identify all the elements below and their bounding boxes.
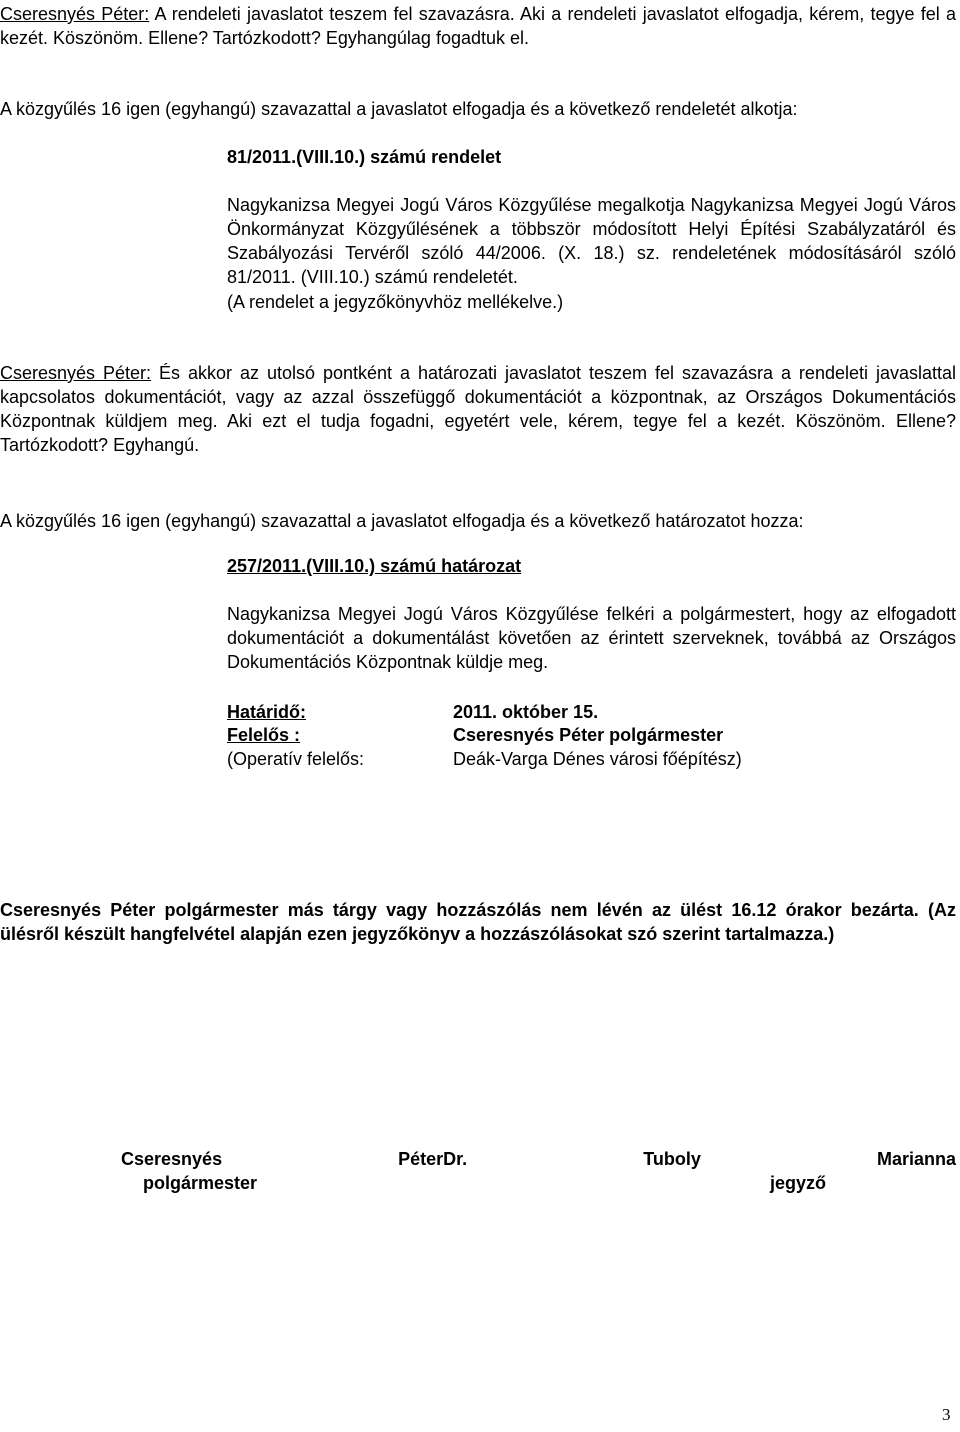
responsible-label: Felelős : — [227, 725, 301, 745]
resolution-title: 257/2011.(VIII.10.) számú határozat — [227, 556, 522, 576]
signature-title-mayor: polgármester — [143, 1173, 258, 1193]
resolution-body-text: Nagykanizsa Megyei Jogú Város Közgyűlése felkéri a polgármestert, hogy az elfogadott dokumentációt a dokumentálást követően az érintett szerveknek, továbbá az Országos Dokumentációs Központnak küldje meg. — [227, 604, 956, 672]
decree-body-text: Nagykanizsa Megyei Jogú Város Közgyűlése megalkotja Nagykanizsa Megyei Jogú Város Önkormányzat Közgyűlésének a többször módosított Helyi Építési Szabályzatáról és Szabályozási Tervéről szóló 44/2006. (X. 18.) sz. rendeletének módosításáról szóló 81/2011. (VIII.10.) számú rendeletét. — [227, 195, 956, 287]
speech-paragraph-2 — [0, 361, 956, 457]
speech-text: És akkor az utolsó pontként a határozati javaslatot teszem fel szavazásra a rendeleti javaslattal kapcsolatos dokumentációt, vagy az azzal összefüggő dokumentációt a központnak, az Országos Dokumentációs Központnak küldjem meg. Aki ezt el tudja fogadni, egyetért vele, kérem, tegye fel a kezét. Köszönöm. Ellene? Tartózkodott? Egyhangú. — [0, 363, 956, 455]
vote-statement-2 — [0, 509, 960, 533]
decree-title: 81/2011.(VIII.10.) számú rendelet — [227, 147, 502, 167]
resolution-body — [227, 602, 956, 674]
speaker-name: Cseresnyés Péter: — [0, 4, 150, 24]
signature-name-right: Marianna — [876, 1149, 956, 1169]
decree-body — [227, 193, 956, 289]
deadline-label: Határidő: — [227, 702, 307, 722]
vote-text: A közgyűlés 16 igen (egyhangú) szavazattal a javaslatot elfogadja és a következő rendeletét alkotja: — [0, 99, 798, 119]
closing-text: Cseresnyés Péter polgármester más tárgy vagy hozzászólás nem lévén az ülést 16.12 órakor bezárta. (Az ülésről készült hangfelvétel alapján ezen jegyzőkönyv a hozzászólásokat szó szerint tartalmazza.) — [0, 900, 956, 944]
signature-title-notary: jegyző — [770, 1173, 827, 1193]
page-number: 3 — [942, 1405, 951, 1424]
signature-line-1 — [121, 1147, 956, 1171]
vote-statement-1 — [0, 97, 960, 121]
decree-note: (A rendelet a jegyzőkönyvhöz mellékelve.) — [227, 292, 564, 312]
responsible-value: Cseresnyés Péter polgármester — [453, 725, 724, 745]
closing-statement — [0, 898, 956, 946]
operative-value: Deák-Varga Dénes városi főépítész) — [453, 749, 742, 769]
speech-text: A rendeleti javaslatot teszem fel szavazásra. Aki a rendeleti javaslatot elfogadja, kérem, tegye fel a kezét. Köszönöm. Ellene? Tartózkodott? Egyhangúlag fogadtuk el. — [0, 4, 956, 48]
speaker-name: Cseresnyés Péter: — [0, 363, 152, 383]
vote-text: A közgyűlés 16 igen (egyhangú) szavazattal a javaslatot elfogadja és a következő határozatot hozza: — [0, 511, 804, 531]
signature-name-middle: Tuboly — [643, 1149, 701, 1169]
signature-name-left: Cseresnyés PéterDr. — [121, 1149, 468, 1169]
deadline-value: 2011. október 15. — [453, 702, 599, 722]
speech-paragraph-1 — [0, 2, 956, 50]
operative-label: (Operatív felelős: — [227, 749, 365, 769]
